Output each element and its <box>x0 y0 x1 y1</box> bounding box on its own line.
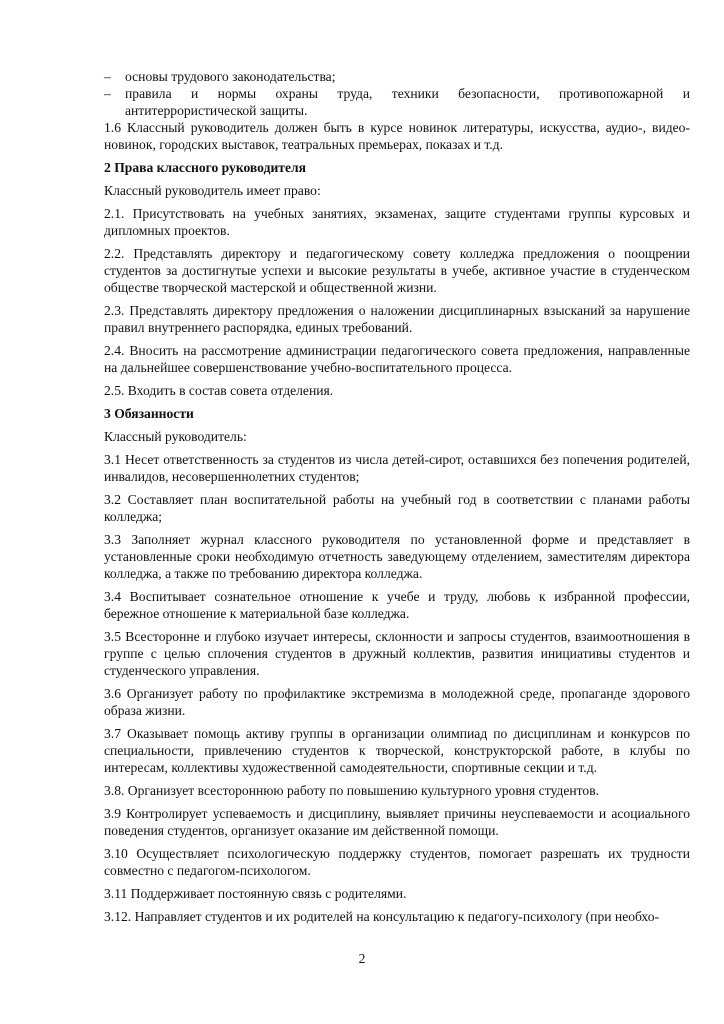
paragraph-3-3: 3.3 Заполняет журнал классного руководителя по установленной форме и представляет в установленные сроки необходимую отчетность заведующему отделением, заместителям директора колледжа, а также по требованию директора колледжа. <box>104 532 690 581</box>
paragraph-3-1: 3.1 Несет ответственность за студентов из числа детей-сирот, оставшихся без попечения родителей, инвалидов, несовершеннолетних студентов; <box>104 452 690 484</box>
paragraph-2-4: 2.4. Вносить на рассмотрение администрации педагогического совета предложения, направленные на дальнейшее совершенствование учебно-воспитательного процесса. <box>104 343 690 375</box>
paragraph-3-12: 3.12. Направляет студентов и их родителей на консультацию к педагогу-психологу (при необхо- <box>104 909 660 924</box>
paragraph-2-3: 2.3. Представлять директору предложения о наложении дисциплинарных взысканий за нарушение правил внутреннего распорядка, единых требований. <box>104 303 690 335</box>
section-2-heading: 2 Права классного руководителя <box>104 160 306 175</box>
page-number: 2 <box>358 951 366 966</box>
bullet-text: основы трудового законодательства; <box>125 69 336 84</box>
section-2-intro: Классный руководитель имеет право: <box>104 183 321 198</box>
paragraph-1-6: 1.6 Классный руководитель должен быть в курсе новинок литературы, искусства, аудио-, видео- новинок, городских выставок, театральных премьерах, показах и т.д. <box>104 120 690 152</box>
paragraph-3-2: 3.2 Составляет план воспитательной работы на учебный год в соответствии с планами работы колледжа; <box>104 492 690 524</box>
paragraph-2-1: 2.1. Присутствовать на учебных занятиях, экзаменах, защите студентами группы курсовых и дипломных проектов. <box>104 206 690 238</box>
paragraph-2-2: 2.2. Представлять директору и педагогическому совету колледжа предложения о поощрении студентов за достигнутые успехи и высокие результаты в учебе, активное участие в студенческом обществе творческой мастерской и общественной жизни. <box>104 246 690 295</box>
paragraph-3-5: 3.5 Всесторонне и глубоко изучает интересы, склонности и запросы студентов, взаимоотношения в группе с целью сплочения студентов в дружный коллектив, развития инициативы студентов и студенческого управления. <box>104 629 690 678</box>
bullet-item <box>104 85 690 119</box>
bullet-text: правила и нормы охраны труда, техники безопасности, противопожарной и антитеррористической защиты. <box>125 86 690 118</box>
paragraph-2-5: 2.5. Входить в состав совета отделения. <box>104 383 334 398</box>
paragraph-3-10: 3.10 Осуществляет психологическую поддержку студентов, помогает разрешать их трудности совместно с педагогом-психологом. <box>104 846 690 878</box>
paragraph-3-7: 3.7 Оказывает помощь активу группы в организации олимпиад по дисциплинам и конкурсов по специальности, привлечению студентов к творческой, конструкторской работе, в клубы по интересам, коллективы художественной самодеятельности, спортивные секции и т.д. <box>104 726 690 775</box>
paragraph-3-4: 3.4 Воспитывает сознательное отношение к учебе и труду, любовь к избранной профессии, бережное отношение к материальной базе колледжа. <box>104 589 690 621</box>
section-3-intro: Классный руководитель: <box>104 429 247 444</box>
page-content <box>104 68 690 925</box>
paragraph-3-6: 3.6 Организует работу по профилактике экстремизма в молодежной среде, пропаганде здорового образа жизни. <box>104 686 690 718</box>
dash-bullet-icon: – <box>104 86 111 101</box>
section-3-heading: 3 Обязанности <box>104 406 194 421</box>
paragraph-3-9: 3.9 Контролирует успеваемость и дисциплину, выявляет причины неуспеваемости и асоциального поведения студентов, организует оказание им действенной помощи. <box>104 806 690 838</box>
paragraph-3-11: 3.11 Поддерживает постоянную связь с родителями. <box>104 886 407 901</box>
paragraph-3-8: 3.8. Организует всестороннюю работу по повышению культурного уровня студентов. <box>104 783 600 798</box>
dash-bullet-icon: – <box>104 69 111 84</box>
bullet-item <box>104 68 690 85</box>
